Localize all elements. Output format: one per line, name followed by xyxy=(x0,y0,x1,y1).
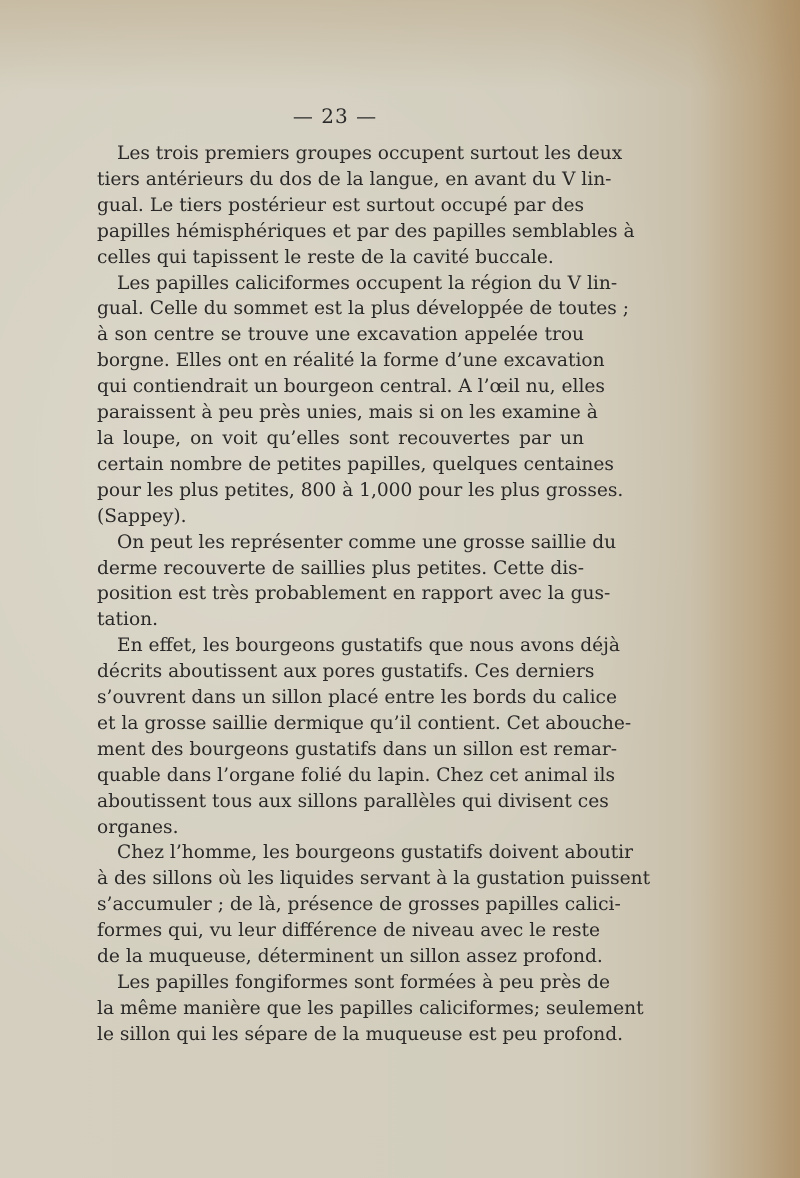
text-line: En effet, les bourgeons gustatifs que nous avons déjà xyxy=(117,635,620,657)
text-line: tiers antérieurs du dos de la langue, en avant du V lin- xyxy=(97,168,612,190)
text-line: derme recouverte de saillies plus petites. Cette dis- xyxy=(97,557,584,579)
text-line: (Sappey). xyxy=(97,505,187,527)
text-line: quable dans l’organe folié du lapin. Chez cet animal ils xyxy=(97,764,616,786)
page-number: — 23 — xyxy=(292,104,378,128)
text-line: certain nombre de petites papilles, quelques centaines xyxy=(97,453,614,475)
text-line: formes qui, vu leur différence de niveau avec le reste xyxy=(97,920,600,942)
text-line: Les papilles caliciformes occupent la région du V lin- xyxy=(117,272,618,294)
text-line: qui contiendrait un bourgeon central. A l’œil nu, elles xyxy=(97,376,605,398)
body-text xyxy=(97,141,651,1048)
paper-stain-right-edge xyxy=(690,0,800,1178)
text-line: à des sillons où les liquides servant à la gustation puissent xyxy=(97,868,651,890)
text-line: celles qui tapissent le reste de la cavité buccale. xyxy=(97,246,554,268)
text-line: et la grosse saillie dermique qu’il contient. Cet abouche- xyxy=(97,712,632,734)
paper-stain-top xyxy=(0,0,800,90)
text-line: pour les plus petites, 800 à 1,000 pour les plus grosses. xyxy=(97,479,624,501)
text-line: On peut les représenter comme une grosse saillie du xyxy=(117,531,617,553)
text-line: paraissent à peu près unies, mais si on les examine à xyxy=(97,402,598,424)
text-line: ment des bourgeons gustatifs dans un sillon est remar- xyxy=(97,738,618,760)
text-line: la loupe, on voit qu’elles sont recouvertes par un xyxy=(97,427,584,449)
text-line: décrits aboutissent aux pores gustatifs. Ces derniers xyxy=(97,661,595,683)
text-line: s’ouvrent dans un sillon placé entre les bords du calice xyxy=(97,687,617,709)
text-line: papilles hémisphériques et par des papilles semblables à xyxy=(97,220,635,242)
text-line: de la muqueuse, déterminent un sillon assez profond. xyxy=(97,946,603,968)
text-line: Chez l’homme, les bourgeons gustatifs doivent aboutir xyxy=(117,842,634,864)
text-line: borgne. Elles ont en réalité la forme d’une excavation xyxy=(97,350,605,372)
text-line: position est très probablement en rapport avec la gus- xyxy=(97,583,611,605)
text-line: organes. xyxy=(97,816,179,838)
text-line: la même manière que les papilles caliciformes; seulement xyxy=(97,997,644,1019)
text-line: à son centre se trouve une excavation appelée trou xyxy=(97,324,584,346)
text-line: aboutissent tous aux sillons parallèles qui divisent ces xyxy=(97,790,609,812)
text-line: gual. Le tiers postérieur est surtout occupé par des xyxy=(97,194,584,216)
text-line: Les papilles fongiformes sont formées à peu près de xyxy=(117,972,611,993)
text-line: s’accumuler ; de là, présence de grosses papilles calici- xyxy=(97,894,621,916)
text-line: le sillon qui les sépare de la muqueuse est peu profond. xyxy=(97,1023,624,1045)
text-line: Les trois premiers groupes occupent surtout les deux xyxy=(117,143,623,164)
text-line: tation. xyxy=(97,609,159,631)
text-line: gual. Celle du sommet est la plus développée de toutes ; xyxy=(97,298,630,320)
